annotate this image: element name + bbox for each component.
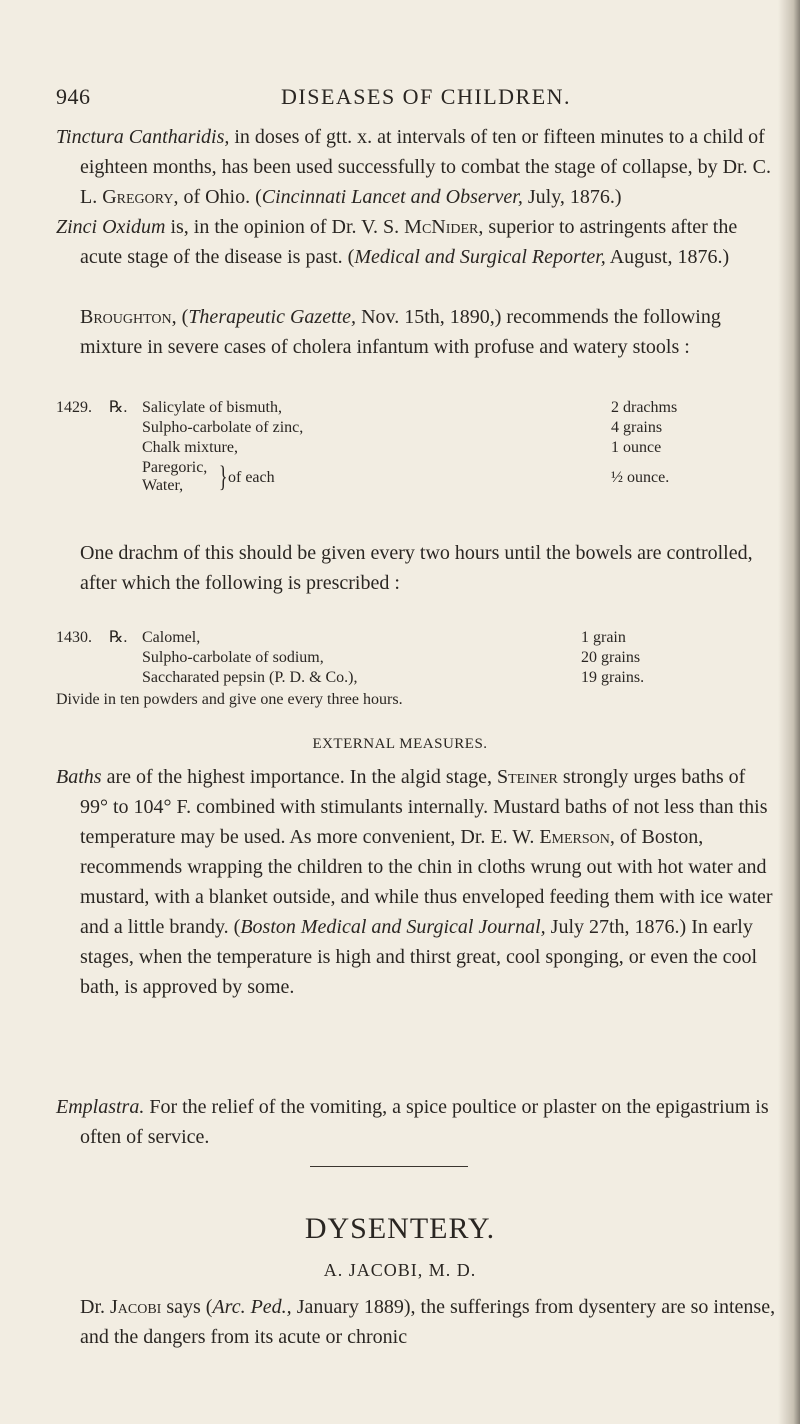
section-author: A. JACOBI, M. D. [323,1260,477,1280]
quantity: 1 grain [581,629,626,646]
braced-ingredients [56,458,736,498]
paragraph-emplastra [56,1092,776,1152]
name-gregory: Gregory [102,186,174,208]
name-steiner: Steiner [496,766,558,788]
prescription-1429 [56,398,736,498]
citation-arc-ped: Arc. Ped., [212,1296,292,1318]
page-edge-shadow [778,0,800,1424]
name-jacobi: Jacobi [110,1296,162,1318]
quantity: 2 drachms [611,399,678,416]
ingredient: Saccharated pepsin (P. D. & Co.), [142,669,358,686]
text-run: , superior to astringents after the acute stage of the disease is past. ( [80,216,738,268]
text-run: July, 1876.) [522,186,622,208]
text-run: Dr. [80,1296,110,1318]
quantity: ½ ounce. [611,469,670,486]
quantity: 4 grains [611,419,663,436]
paragraph-broughton [56,302,776,362]
recipe-symbol: ℞. [109,399,128,416]
quantity: 1 ounce [611,439,662,456]
paragraph-baths [56,762,776,1002]
text-run: , ( [171,306,189,328]
term-tinctura: Tinctura Cantharidis, [56,126,230,148]
section-heading-external: EXTERNAL MEASURES. [312,736,488,752]
prescription-note: Divide in ten powders and give one every three hours. [56,691,403,708]
text-run: January 1889), the sufferings from dysentery are so intense, and the dangers from its acute or chronic [80,1296,776,1348]
ingredient: Water, [142,477,184,494]
section-title: DYSENTERY. [304,1212,496,1245]
recipe-symbol: ℞. [109,629,128,646]
section-divider [310,1166,468,1167]
text-run: strongly urges baths of 99° to 104° F. combined with stimulants internally. Mustard baths of not less than this temperature may be used. As more convenient, Dr. E. W. [80,766,768,848]
running-title: DISEASES OF CHILDREN. [281,84,572,109]
name-broughton: Broughton [80,306,172,328]
ingredient: Sulpho-carbolate of sodium, [142,649,324,666]
text-run: are of the highest importance. In the algid stage, [101,766,497,788]
prescription-number: 1429. [56,399,92,416]
prescription-1430 [56,628,736,688]
text-run: , of Boston, recommends wrapping the children to the chin in cloths wrung out with hot water and mustard, with a blanket outside, and while thus enveloped feeding them with ice water and a little brandy. ( [80,826,773,938]
text-run: says ( [161,1296,213,1318]
paragraph-zinci [56,212,776,272]
ingredient: Calomel, [142,629,201,646]
paragraph-tinctura [56,122,776,212]
quantity: 20 grains [581,649,641,666]
text-run: July 27th, 1876.) In early stages, when the temperature is high and thirst great, cool sponging, or even the cool bath, is approved by some. [80,916,758,998]
name-emerson: Emerson [539,826,610,848]
citation-cincinnati: Cincinnati Lancet and Observer, [261,186,523,208]
text-run: Nov. 15th, 1890,) recommends the following mixture in severe cases of cholera infantum with profuse and watery stools : [80,306,721,358]
prescription-number: 1430. [56,629,92,646]
ingredient: Salicylate of bismuth, [142,399,282,416]
text-run: , of Ohio. ( [173,186,262,208]
citation-therapeutic-gazette: Therapeutic Gazette, [188,306,357,328]
term-baths: Baths [56,766,102,788]
paragraph-dose [56,538,776,598]
term-zinci: Zinci Oxidum [56,216,166,238]
ingredient: Chalk mixture, [142,439,238,456]
text-run: August, 1876.) [605,246,730,268]
text-run: in doses of gtt. x. at intervals of ten or fifteen minutes to a child of eighteen months, has been used successfully to combat the stage of collapse, by Dr. C. L. [80,126,771,208]
term-emplastra: Emplastra. [56,1096,145,1118]
ingredient: Paregoric, [142,459,208,476]
text-run: One drachm of this should be given every two hours until the bowels are controlled, after which the following is prescribed : [80,542,753,594]
name-mcnider: McNider [404,216,479,238]
citation-boston-journal: Boston Medical and Surgical Journal, [240,916,546,938]
text-run: For the relief of the vomiting, a spice poultice or plaster on the epigastrium is often of service. [80,1096,769,1148]
paragraph-jacobi [56,1292,776,1352]
text-run: is, in the opinion of Dr. V. S. [165,216,405,238]
citation-medical-reporter: Medical and Surgical Reporter, [354,246,606,268]
brace-glyph: } [218,460,228,493]
page-number: 946 [56,84,91,109]
ingredient: Sulpho-carbolate of zinc, [142,419,304,436]
each-label: of each [228,469,275,486]
quantity: 19 grains. [581,669,645,686]
